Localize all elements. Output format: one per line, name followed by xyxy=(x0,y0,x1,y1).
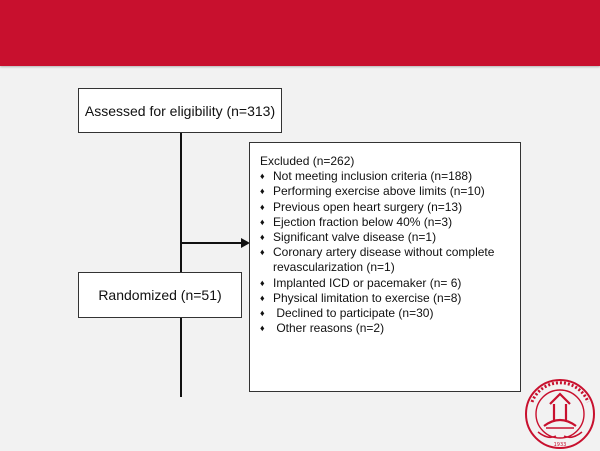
randomized-label: Randomized (n=51) xyxy=(98,287,222,303)
randomized-box xyxy=(78,272,242,318)
header-band xyxy=(0,0,600,66)
assessed-box xyxy=(78,88,282,133)
diamond-bullet-icon: ♦ xyxy=(260,247,265,258)
excluded-reason-item xyxy=(260,200,520,215)
excluded-reason-text: Significant valve disease (n=1) xyxy=(273,230,437,245)
excluded-reason-item xyxy=(260,230,520,245)
excluded-reason-item xyxy=(260,321,520,336)
excluded-reason-item xyxy=(260,184,520,199)
excluded-reasons-list xyxy=(260,169,520,336)
diamond-bullet-icon: ♦ xyxy=(260,232,265,243)
excluded-reason-text: Previous open heart surgery (n=13) xyxy=(273,199,463,214)
diamond-bullet-icon: ♦ xyxy=(260,277,265,288)
diamond-bullet-icon: ♦ xyxy=(260,292,265,303)
diamond-bullet-icon: ♦ xyxy=(260,308,265,319)
diamond-bullet-icon: ♦ xyxy=(260,171,265,182)
diamond-bullet-icon: ♦ xyxy=(260,186,265,197)
excluded-reason-item xyxy=(260,245,520,275)
seal-year: 1933 xyxy=(553,442,567,448)
excluded-reason-text: Other reasons (n=2) xyxy=(273,321,385,336)
excluded-reason-item xyxy=(260,291,520,306)
excluded-reason-text: Physical limitation to exercise (n=8) xyxy=(273,290,462,305)
excluded-reason-text: Not meeting inclusion criteria (n=188) xyxy=(273,169,473,184)
excluded-reason-item xyxy=(260,306,520,321)
excluded-title: Excluded (n=262) xyxy=(260,154,355,168)
assessed-label: Assessed for eligibility (n=313) xyxy=(84,102,276,119)
excluded-reason-text: Declined to participate (n=30) xyxy=(273,306,434,321)
excluded-reason-text: Implanted ICD or pacemaker (n= 6) xyxy=(273,275,462,290)
excluded-reason-item xyxy=(260,215,520,230)
excluded-reason-item xyxy=(260,169,520,184)
excluded-reason-text: Performing exercise above limits (n=10) xyxy=(273,184,485,199)
excluded-reason-text: Ejection fraction below 40% (n=3) xyxy=(273,214,453,229)
diamond-bullet-icon: ♦ xyxy=(260,323,265,334)
diamond-bullet-icon: ♦ xyxy=(260,201,265,212)
excluded-box xyxy=(249,142,521,392)
excluded-reason-item xyxy=(260,276,520,291)
excluded-reason-text: Coronary artery disease without complete revascularization (n=1) xyxy=(273,245,498,275)
university-seal-icon xyxy=(524,378,596,450)
diamond-bullet-icon: ♦ xyxy=(260,216,265,227)
flow-vertical-line xyxy=(180,133,182,397)
flow-branch-line xyxy=(181,242,243,244)
